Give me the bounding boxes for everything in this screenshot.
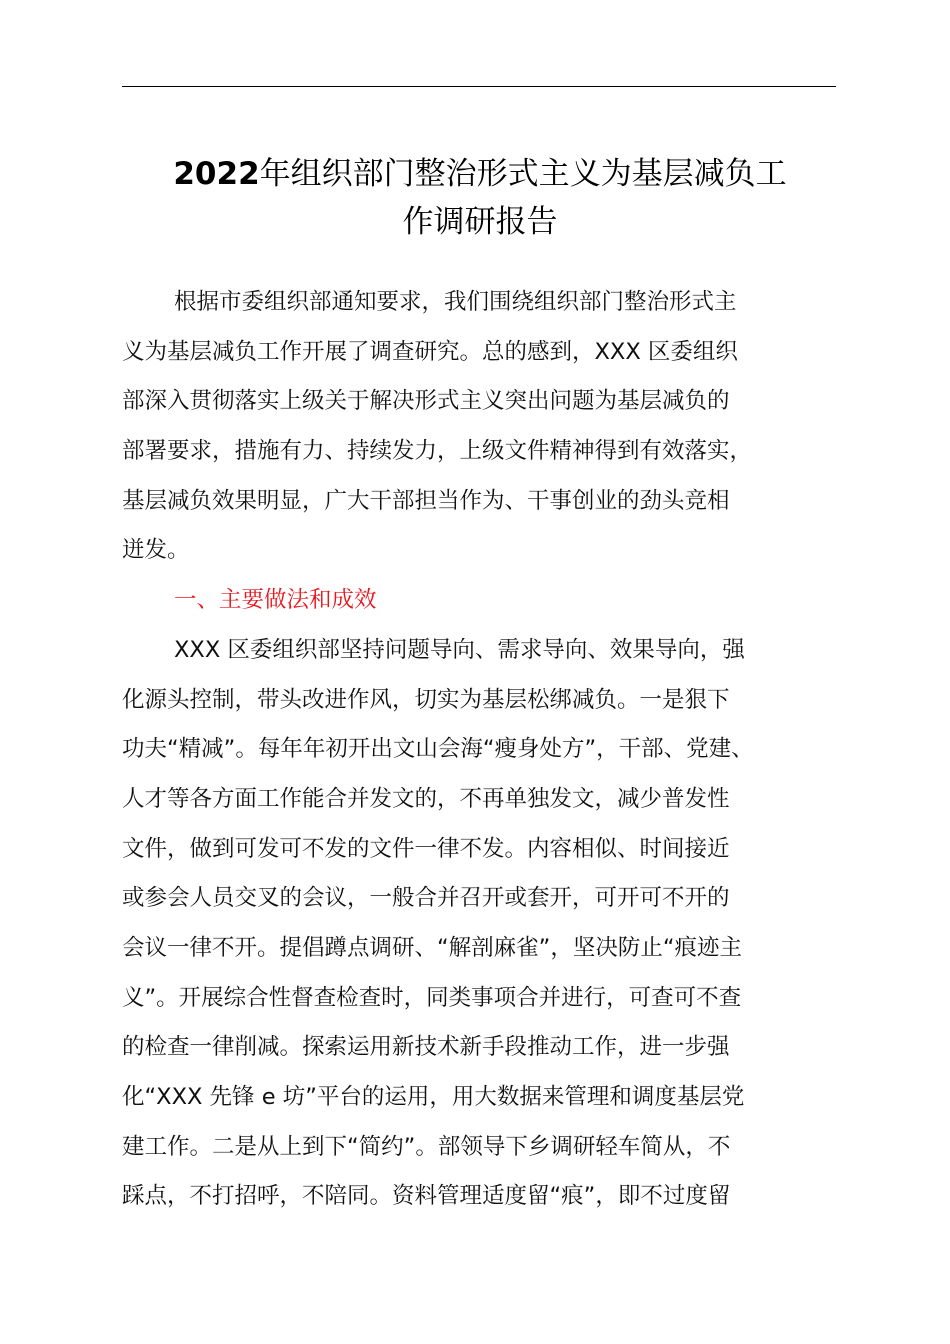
intro-line: 基层减负效果明显，广大干部担当作为、干事创业的劲头竞相	[122, 487, 730, 514]
section-line: XXX 区委组织部坚持问题导向、需求导向、效果导向，强	[174, 636, 745, 663]
header-rule	[122, 86, 836, 87]
section-line: 人才等各方面工作能合并发文的，不再单独发文，减少普发性	[122, 785, 730, 812]
title-line-1	[110, 150, 850, 198]
title-line-2: 作调研报告	[402, 204, 558, 240]
intro-line: 根据市委组织部通知要求，我们围绕组织部门整治形式主	[174, 289, 737, 315]
section-line: 会议一律不开。提倡蹲点调研、“解剖麻雀”，坚决防止“痕迹主	[122, 934, 742, 961]
section-line: 建工作。二是从上到下“简约”。部领导下乡调研轻车简从，不	[122, 1133, 731, 1160]
section-line: 文件，做到可发可不发的文件一律不发。内容相似、时间接近	[122, 835, 730, 862]
section-line: 的检查一律削减。探索运用新技术新手段推动工作，进一步强	[122, 1034, 730, 1061]
intro-line: 义为基层减负工作开展了调查研究。总的感到，XXX 区委组织	[122, 338, 738, 365]
section-line: 义”。开展综合性督查检查时，同类事项合并进行，可查可不查	[122, 984, 742, 1011]
section-heading: 一、主要做法和成效	[174, 587, 377, 614]
intro-line: 迸发。	[122, 537, 190, 564]
intro-line: 部署要求，措施有力、持续发力，上级文件精神得到有效落实，	[122, 438, 753, 465]
section-line: 功夫“精减”。每年年初开出文山会海“瘦身处方”，干部、党建、	[122, 736, 754, 763]
section-line: 化源头控制，带头改进作风，切实为基层松绑减负。一是狠下	[122, 686, 730, 713]
document-body	[122, 278, 836, 1222]
section-line: 踩点，不打招呼，不陪同。资料管理适度留“痕”，即不过度留	[122, 1183, 731, 1210]
section-line: 化“XXX 先锋 e 坊”平台的运用，用大数据来管理和调度基层党	[122, 1084, 745, 1110]
title-year: 2022	[173, 156, 260, 192]
title-line-1-text: 年组织部门整治形式主义为基层减负工	[259, 156, 787, 192]
document-title	[110, 150, 850, 246]
section-line: 或参会人员交叉的会议，一般合并召开或套开，可开可不开的	[122, 885, 730, 912]
intro-line: 部深入贯彻落实上级关于解决形式主义突出问题为基层减负的	[122, 388, 730, 415]
